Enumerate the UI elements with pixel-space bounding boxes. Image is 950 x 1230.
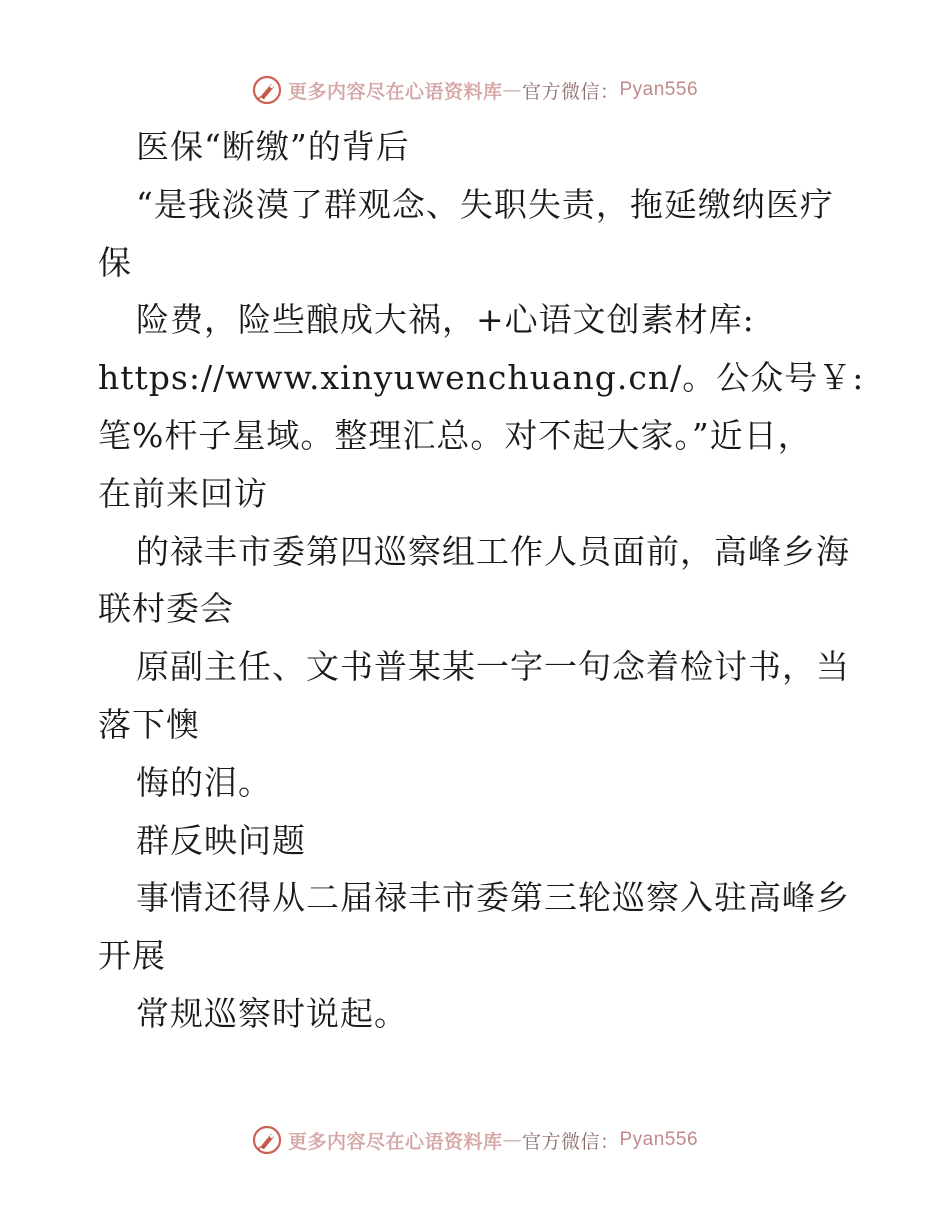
- banner-wechat-id: Pyan556: [619, 1129, 699, 1150]
- banner-dash: —: [502, 1129, 522, 1151]
- footer-watermark-banner: [0, 1120, 950, 1160]
- banner-official-label: 官方微信：: [521, 1130, 620, 1153]
- pen-nib-logo-icon: [252, 1125, 282, 1155]
- text-line: 笔%杆子星域。整理汇总。对不起大家。”近日，: [98, 415, 812, 455]
- banner-site-text: 更多内容尽在心语资料库: [287, 80, 503, 103]
- text-line: 开展: [98, 936, 166, 976]
- banner-wechat-id: Pyan556: [619, 79, 699, 100]
- text-line: 险费，险些酿成大祸，+心语文创素材库:: [136, 300, 755, 340]
- text-line: 保: [98, 242, 132, 282]
- header-watermark-banner: [0, 70, 950, 110]
- text-line: 悔的泪。: [136, 762, 272, 802]
- text-line: 医保“断缴”的背后: [136, 127, 410, 166]
- text-line: 的禄丰市委第四巡察组工作人员面前，高峰乡海: [136, 531, 850, 571]
- text-line: 落下懊: [98, 704, 200, 744]
- text-line: https://www.xinyuwenchuang.cn/。公众号￥:: [98, 358, 865, 398]
- text-line: 事情还得从二届禄丰市委第三轮巡察入驻高峰乡: [136, 878, 850, 918]
- banner-official-label: 官方微信：: [521, 80, 620, 103]
- text-line: 联村委会: [98, 589, 234, 629]
- text-line: 在前来回访: [98, 473, 268, 513]
- text-line: “是我淡漠了群观念、失职失责，拖延缴纳医疗: [136, 184, 834, 224]
- banner-site-text: 更多内容尽在心语资料库: [287, 1130, 503, 1153]
- pen-nib-logo-icon: [252, 75, 282, 105]
- text-line: 常规巡察时说起。: [136, 993, 408, 1033]
- document-body: [98, 118, 865, 1043]
- text-line: 群反映问题: [136, 820, 306, 860]
- banner-dash: —: [502, 79, 522, 101]
- text-line: 原副主任、文书普某某一字一句念着检讨书，当: [136, 647, 850, 687]
